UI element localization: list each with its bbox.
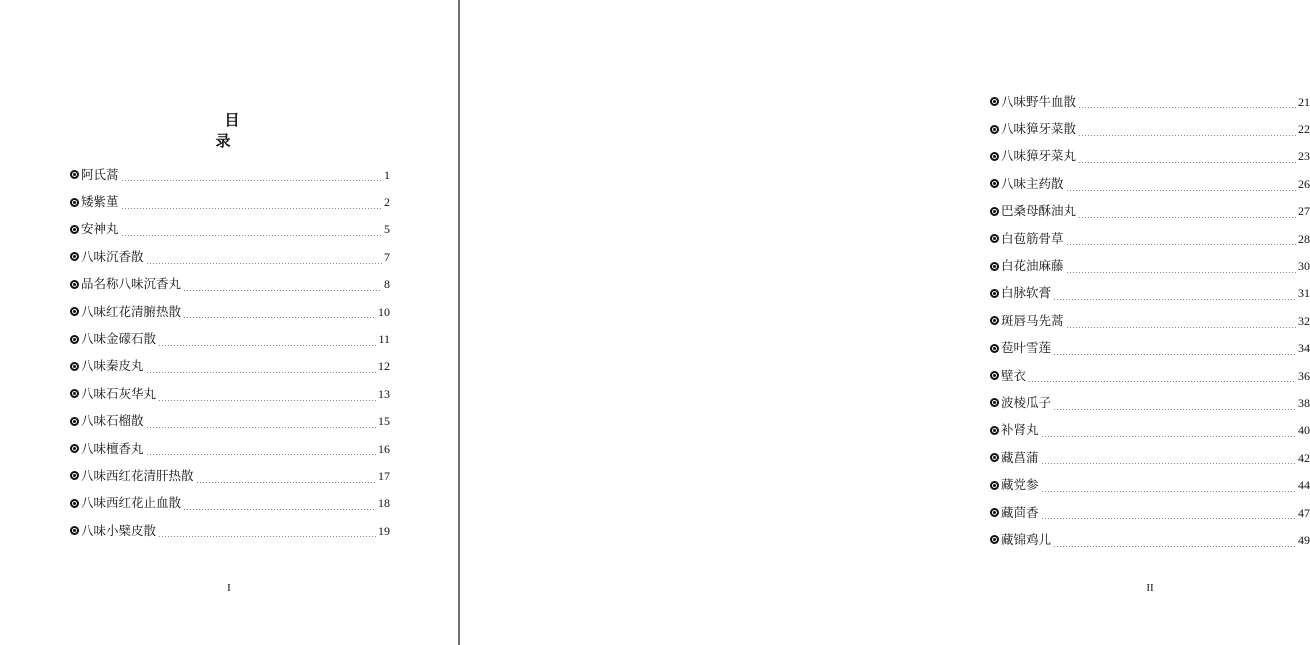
dot-leader [1041,436,1296,437]
dot-leader [121,180,382,181]
dot-leader [1041,518,1296,519]
page-number-left: I [227,582,231,594]
toc-entry-title: 品名称八味沉香丸 [81,276,182,292]
toc-entry[interactable] [70,298,390,325]
dot-leader [158,400,376,401]
toc-entry-page: 16 [378,441,390,456]
double-circle-bullet-icon [990,481,999,490]
double-circle-bullet-icon [70,417,79,426]
dot-leader [1053,299,1296,300]
toc-list-right [990,88,1310,554]
double-circle-bullet-icon [990,453,999,462]
dot-leader [1053,354,1296,355]
toc-entry-page: 31 [1298,286,1310,301]
toc-entry-title: 八味秦皮丸 [81,358,144,374]
toc-entry[interactable] [70,435,390,462]
toc-entry-page: 22 [1298,122,1310,137]
toc-entry-title: 巴桑母酥油丸 [1001,203,1077,219]
toc-entry[interactable] [70,517,390,544]
toc-entry-title: 八味獐牙菜散 [1001,121,1077,137]
double-circle-bullet-icon [70,252,79,261]
toc-entry-page: 38 [1298,395,1310,410]
toc-entry-title: 白花油麻藤 [1001,258,1064,274]
double-circle-bullet-icon [990,316,999,325]
toc-entry[interactable] [990,115,1310,142]
toc-list-left [70,161,390,544]
toc-entry-page: 13 [378,386,390,401]
toc-entry-title: 八味獐牙菜丸 [1001,148,1077,164]
toc-entry-page: 27 [1298,204,1310,219]
toc-entry-page: 44 [1298,478,1310,493]
toc-entry-title: 八味主药散 [1001,175,1064,191]
toc-title: 目录 [215,111,258,150]
toc-entry[interactable] [70,271,390,298]
double-circle-bullet-icon [70,198,79,207]
dot-leader [121,235,382,236]
toc-entry[interactable] [70,380,390,407]
double-circle-bullet-icon [990,97,999,106]
double-circle-bullet-icon [990,125,999,134]
double-circle-bullet-icon [990,371,999,380]
toc-entry-page: 40 [1298,423,1310,438]
toc-entry-page: 21 [1298,94,1310,109]
dot-leader [1066,244,1296,245]
toc-entry-page: 36 [1298,368,1310,383]
double-circle-bullet-icon [70,225,79,234]
double-circle-bullet-icon [70,471,79,480]
toc-entry[interactable] [990,444,1310,471]
toc-entry-page: 32 [1298,313,1310,328]
toc-entry-title: 苞叶雪莲 [1001,340,1052,356]
toc-entry-title: 八味沉香散 [81,248,144,264]
left-page [0,0,458,645]
toc-entry[interactable] [70,188,390,215]
toc-entry-title: 藏党参 [1001,477,1039,493]
dot-leader [1053,409,1296,410]
double-circle-bullet-icon [990,508,999,517]
toc-entry-page: 23 [1298,149,1310,164]
toc-entry-page: 11 [378,332,390,347]
toc-entry-title: 藏茴香 [1001,504,1039,520]
dot-leader [158,536,376,537]
toc-entry-page: 17 [378,468,390,483]
toc-entry[interactable] [990,307,1310,334]
dot-leader [183,317,376,318]
toc-entry-page: 26 [1298,176,1310,191]
toc-entry[interactable] [70,161,390,188]
toc-entry-page: 10 [378,304,390,319]
toc-entry[interactable] [70,216,390,243]
toc-entry[interactable] [990,417,1310,444]
toc-entry-page: 5 [384,222,390,237]
right-page [460,0,1310,645]
toc-entry-title: 八味西红花止血散 [81,495,182,511]
toc-entry-title: 八味金礞石散 [81,331,157,347]
double-circle-bullet-icon [990,289,999,298]
double-circle-bullet-icon [70,499,79,508]
toc-entry-title: 补肾丸 [1001,422,1039,438]
toc-entry[interactable] [990,362,1310,389]
toc-entry-title: 壁衣 [1001,367,1027,383]
toc-entry-title: 八味野牛血散 [1001,93,1077,109]
double-circle-bullet-icon [70,335,79,344]
dot-leader [1078,217,1296,218]
toc-entry[interactable] [990,526,1310,553]
dot-leader [121,208,382,209]
toc-entry[interactable] [990,170,1310,197]
toc-entry-title: 斑唇马先蒿 [1001,312,1064,328]
double-circle-bullet-icon [990,398,999,407]
toc-entry-page: 30 [1298,259,1310,274]
toc-entry[interactable] [990,499,1310,526]
toc-entry[interactable] [70,325,390,352]
toc-entry-title: 矮紫堇 [81,194,119,210]
toc-entry-title: 八味石榴散 [81,413,144,429]
toc-entry-page: 8 [384,277,390,292]
double-circle-bullet-icon [70,526,79,535]
toc-entry[interactable] [990,225,1310,252]
toc-entry[interactable] [990,198,1310,225]
double-circle-bullet-icon [70,307,79,316]
toc-entry-title: 波棱瓜子 [1001,394,1052,410]
double-circle-bullet-icon [70,170,79,179]
double-circle-bullet-icon [70,444,79,453]
dot-leader [146,372,376,373]
double-circle-bullet-icon [990,426,999,435]
toc-entry-page: 49 [1298,532,1310,547]
toc-entry-page: 7 [384,249,390,264]
double-circle-bullet-icon [70,280,79,289]
dot-leader [1053,546,1296,547]
dot-leader [1028,381,1296,382]
dot-leader [158,345,376,346]
toc-entry[interactable] [70,353,390,380]
toc-entry[interactable] [990,280,1310,307]
toc-entry-title: 八味红花清腑热散 [81,303,182,319]
toc-entry[interactable] [990,88,1310,115]
page-number-right: II [1146,582,1154,594]
toc-entry-page: 19 [378,523,390,538]
toc-entry-title: 八味西红花清肝热散 [81,467,194,483]
double-circle-bullet-icon [990,535,999,544]
toc-entry[interactable] [70,490,390,517]
toc-entry-title: 八味檀香丸 [81,440,144,456]
toc-entry[interactable] [70,243,390,270]
double-circle-bullet-icon [990,234,999,243]
toc-entry-page: 15 [378,414,390,429]
toc-entry[interactable] [70,408,390,435]
dot-leader [1078,107,1296,108]
toc-entry-page: 34 [1298,341,1310,356]
toc-entry[interactable] [990,471,1310,498]
toc-entry-title: 阿氏蒿 [81,166,119,182]
double-circle-bullet-icon [70,389,79,398]
toc-entry[interactable] [990,143,1310,170]
toc-entry-title: 藏菖蒲 [1001,449,1039,465]
toc-entry-page: 47 [1298,505,1310,520]
dot-leader [1066,272,1296,273]
toc-entry-page: 12 [378,359,390,374]
toc-entry-page: 2 [384,195,390,210]
toc-entry[interactable] [990,389,1310,416]
double-circle-bullet-icon [70,362,79,371]
toc-entry-title: 藏锦鸡儿 [1001,531,1052,547]
toc-entry-title: 白脉软膏 [1001,285,1052,301]
dot-leader [1066,190,1296,191]
dot-leader [1078,162,1296,163]
dot-leader [1041,463,1296,464]
dot-leader [183,509,376,510]
toc-entry-title: 白苞筋骨草 [1001,230,1064,246]
toc-entry-page: 18 [378,496,390,511]
double-circle-bullet-icon [990,152,999,161]
toc-entry-page: 1 [384,167,390,182]
dot-leader [1041,491,1296,492]
double-circle-bullet-icon [990,179,999,188]
dot-leader [146,454,376,455]
toc-entry[interactable] [990,335,1310,362]
dot-leader [196,482,376,483]
double-circle-bullet-icon [990,344,999,353]
dot-leader [1066,327,1296,328]
toc-entry-title: 八味石灰华丸 [81,385,157,401]
toc-entry[interactable] [990,252,1310,279]
dot-leader [183,290,382,291]
dot-leader [146,263,382,264]
toc-entry-page: 28 [1298,231,1310,246]
toc-entry-title: 八味小檗皮散 [81,522,157,538]
double-circle-bullet-icon [990,207,999,216]
toc-entry[interactable] [70,462,390,489]
double-circle-bullet-icon [990,262,999,271]
dot-leader [1078,135,1296,136]
dot-leader [146,427,376,428]
toc-entry-page: 42 [1298,450,1310,465]
toc-entry-title: 安神丸 [81,221,119,237]
